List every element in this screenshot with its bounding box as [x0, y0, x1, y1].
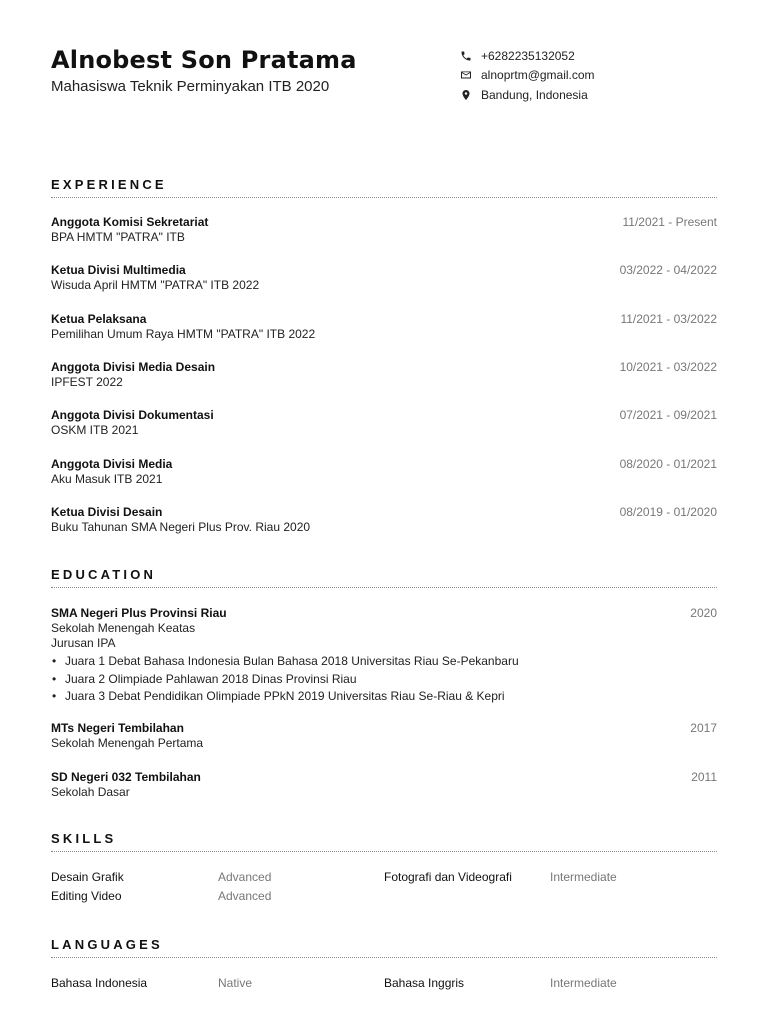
education-item: [51, 606, 717, 706]
person-name: Alnobest Son Pratama: [51, 46, 357, 74]
experience-org: OSKM ITB 2021: [51, 423, 139, 437]
section-title: LANGUAGES: [51, 937, 163, 952]
experience-org: Aku Masuk ITB 2021: [51, 472, 163, 486]
achievement-item: • Juara 2 Olimpiade Pahlawan 2018 Dinas Provinsi Riau: [65, 671, 717, 689]
experience-date: 03/2022 - 04/2022: [619, 263, 717, 277]
experience-item: [51, 505, 717, 535]
experience-date: 11/2021 - 03/2022: [620, 312, 717, 326]
experience-section: [51, 177, 717, 198]
experience-role: Ketua Divisi Multimedia: [51, 263, 186, 277]
skill-name: Fotografi dan Videografi: [384, 870, 512, 884]
education-section: [51, 567, 717, 588]
experience-item: [51, 263, 717, 293]
section-divider: [51, 197, 717, 198]
contact-location: [459, 85, 595, 105]
contact-phone: [459, 46, 595, 66]
language-name: Bahasa Indonesia: [51, 976, 148, 990]
experience-role: Ketua Divisi Desain: [51, 505, 163, 519]
phone-icon: [459, 49, 472, 62]
contact-block: [459, 46, 595, 105]
person-subtitle: Mahasiswa Teknik Perminyakan ITB 2020: [51, 78, 330, 95]
education-level: Sekolah Menengah Keatas: [51, 621, 196, 635]
achievement-list: [51, 653, 717, 706]
language-level: Native: [218, 976, 253, 990]
contact-phone-text: +6282235132052: [481, 48, 575, 63]
education-level: Sekolah Menengah Pertama: [51, 736, 204, 750]
language-name: Bahasa Inggris: [384, 976, 465, 990]
experience-item: [51, 312, 717, 342]
experience-org: Buku Tahunan SMA Negeri Plus Prov. Riau 2020: [51, 520, 311, 534]
language-row: [51, 976, 717, 991]
language-level: Intermediate: [550, 976, 617, 990]
experience-org: BPA HMTM "PATRA" ITB: [51, 230, 185, 244]
skill-row: [51, 889, 717, 904]
contact-email: [459, 66, 595, 86]
experience-role: Ketua Pelaksana: [51, 312, 147, 326]
experience-role: Anggota Divisi Dokumentasi: [51, 408, 214, 422]
languages-section: [51, 937, 717, 958]
experience-item: [51, 215, 717, 245]
education-major: Jurusan IPA: [51, 635, 116, 650]
education-year: 2017: [690, 721, 717, 735]
section-title: SKILLS: [51, 831, 117, 846]
experience-role: Anggota Divisi Media Desain: [51, 360, 216, 374]
experience-date: 08/2019 - 01/2020: [619, 505, 717, 519]
experience-date: 11/2021 - Present: [622, 215, 717, 229]
contact-location-text: Bandung, Indonesia: [481, 87, 588, 102]
education-school: MTs Negeri Tembilahan: [51, 721, 184, 735]
experience-role: Anggota Komisi Sekretariat: [51, 215, 209, 229]
experience-item: [51, 457, 717, 487]
resume-page: [51, 0, 717, 1024]
mail-icon: [459, 69, 472, 82]
skills-section: [51, 831, 717, 852]
skill-level: Advanced: [218, 889, 272, 903]
education-year: 2020: [690, 606, 717, 620]
experience-date: 07/2021 - 09/2021: [619, 408, 717, 422]
education-item: [51, 770, 717, 800]
section-title: EDUCATION: [51, 567, 157, 582]
education-school: SD Negeri 032 Tembilahan: [51, 770, 201, 784]
education-school: SMA Negeri Plus Provinsi Riau: [51, 606, 227, 620]
experience-role: Anggota Divisi Media: [51, 457, 173, 471]
skill-level: Advanced: [218, 870, 272, 884]
experience-date: 08/2020 - 01/2021: [619, 457, 717, 471]
achievement-item: • Juara 3 Debat Pendidikan Olimpiade PPkN 2019 Universitas Riau Se-Riau & Kepri: [65, 688, 717, 706]
experience-date: 10/2021 - 03/2022: [619, 360, 717, 374]
skill-name: Desain Grafik: [51, 870, 124, 884]
location-pin-icon: [459, 88, 472, 101]
skill-name: Editing Video: [51, 889, 122, 903]
section-title: EXPERIENCE: [51, 177, 167, 192]
experience-item: [51, 408, 717, 438]
section-divider: [51, 587, 717, 588]
skill-level: Intermediate: [550, 870, 617, 884]
experience-org: Pemilihan Umum Raya HMTM "PATRA" ITB 2022: [51, 327, 316, 341]
skill-row: [51, 870, 717, 885]
experience-item: [51, 360, 717, 390]
experience-org: Wisuda April HMTM "PATRA" ITB 2022: [51, 278, 260, 292]
section-divider: [51, 851, 717, 852]
achievement-item: • Juara 1 Debat Bahasa Indonesia Bulan Bahasa 2018 Universitas Riau Se-Pekanbaru: [65, 653, 717, 671]
contact-email-text: alnoprtm@gmail.com: [481, 68, 595, 83]
section-divider: [51, 957, 717, 958]
education-item: [51, 721, 717, 751]
experience-org: IPFEST 2022: [51, 375, 123, 389]
education-year: 2011: [691, 770, 717, 784]
education-level: Sekolah Dasar: [51, 785, 130, 799]
